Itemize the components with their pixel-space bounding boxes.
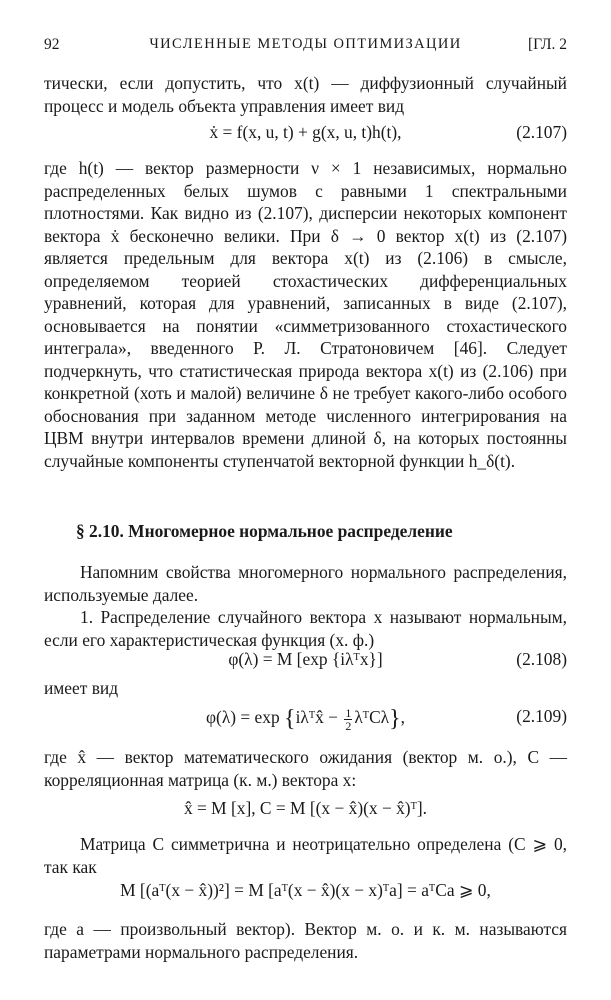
equation-formula: x̂ = M [x], C = M [(x − x̂)(x − x̂)ᵀ]. bbox=[183, 798, 428, 818]
equation-mean-covariance bbox=[44, 794, 567, 828]
fraction-one-half: $\frac{1}{2}$ bbox=[345, 705, 352, 733]
chapter-marker: [ГЛ. 2 bbox=[528, 36, 567, 53]
equation-positive-semidefinite bbox=[44, 876, 567, 910]
paragraph-continuation bbox=[44, 72, 567, 117]
equation-number: (2.108) bbox=[516, 649, 567, 669]
running-header bbox=[44, 36, 567, 60]
paragraph-parameters bbox=[44, 918, 567, 963]
paragraph-text: 1. Распределение случайного вектора x называют нормальным, если его характеристическая функция (х. ф.) bbox=[44, 607, 567, 650]
paragraph-mean-cov bbox=[44, 746, 567, 791]
paragraph-text: где a — произвольный вектор). Вектор м. о. и к. м. называются параметрами нормального распределения. bbox=[44, 919, 567, 962]
paragraph-white-noise bbox=[44, 157, 567, 472]
equation-number: (2.109) bbox=[516, 706, 567, 726]
equation-number: (2.107) bbox=[516, 122, 567, 142]
equation-2-108 bbox=[44, 645, 567, 679]
brace-open: { bbox=[284, 706, 296, 732]
paragraph-intro bbox=[44, 561, 567, 651]
brace-close: } bbox=[389, 706, 401, 732]
page-number: 92 bbox=[44, 36, 60, 53]
equation-formula: M [(aᵀ(x − x̂))²] = M [aᵀ(x − x̂)(x − x)ᵀa] = aᵀCa ⩾ 0, bbox=[120, 880, 491, 900]
equation-2-107 bbox=[44, 118, 567, 152]
equation-2-109 bbox=[44, 700, 567, 740]
paragraph-text: где h(t) — вектор размерности ν × 1 независимых, нормально распределенных белых шумов с равными 1 спектральными плотностями. Как видно из (2.107), дисперсии некоторых компонент вектора ẋ бесконечно велики. При δ → 0 вектор x(t) из (2.107) является предельным для вектора x(t) из (2.106) в смысле, определяемом теорией стохастических дифференциальных уравнений, которая для уравнений, записанных в виде (2.107), основывается на понятии «симметризованного стохастического интеграла», введенного Р. Л. Стратоновичем [46]. Следует подчеркнуть, что статистическая природа вектора x(t) из (2.106) при конкретной (хоть и малой) величине δ не требует какого-либо особого обоснования при заданном методе численного интегрирования на ЦВМ внутри интервалов времени длиной δ, на которых постоянны случайные компоненты ступенчатой векторной функции h_δ(t). bbox=[44, 158, 567, 471]
paragraph-text: Матрица C симметрична и неотрицательно определена (C ⩾ 0, так как bbox=[44, 834, 567, 877]
paragraph-text: где x̂ — вектор математического ожидания (вектор м. о.), C — корреляционная матрица (к. м.) вектора x: bbox=[44, 747, 567, 790]
paragraph-text: имеет вид bbox=[44, 678, 119, 698]
paragraph-text: Напомним свойства многомерного нормального распределения, используемые далее. bbox=[44, 562, 567, 605]
paragraph-symmetric bbox=[44, 833, 567, 878]
equation-formula: φ(λ) = exp {iλᵀx̂ − $\frac{1}{2}$ λᵀCλ}, bbox=[206, 705, 405, 733]
paragraph-text: тически, если допустить, что x(t) — диффузионный случайный процесс и модель объекта управления имеет вид bbox=[44, 73, 567, 116]
section-heading: § 2.10. Многомерное нормальное распределение bbox=[76, 521, 453, 541]
paragraph-form bbox=[44, 677, 567, 700]
equation-formula: φ(λ) = M [exp {iλᵀx}] bbox=[228, 649, 383, 669]
equation-formula: ẋ = f(x, u, t) + g(x, u, t)h(t), bbox=[209, 122, 402, 142]
running-title: ЧИСЛЕННЫЕ МЕТОДЫ ОПТИМИЗАЦИИ bbox=[149, 36, 462, 52]
